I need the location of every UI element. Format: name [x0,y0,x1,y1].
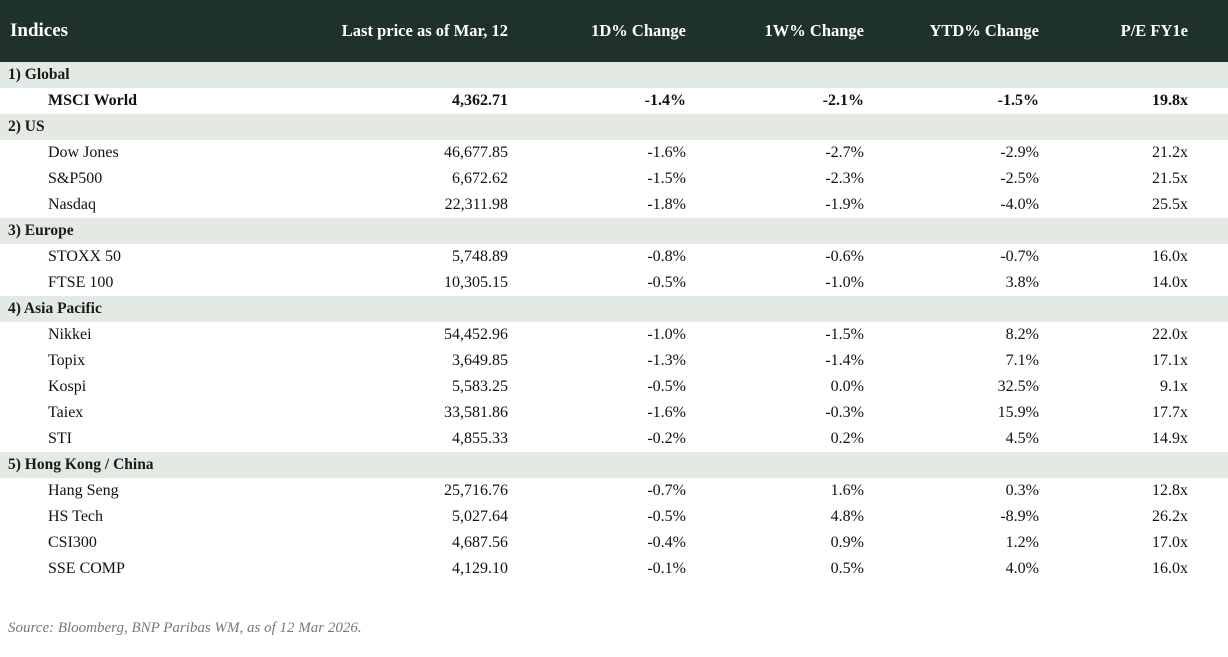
change-ytd-cell: 1.2% [886,530,1061,556]
change-1w-cell: -2.3% [708,166,886,192]
change-ytd-cell: 3.8% [886,270,1061,296]
table-row [0,556,1228,582]
index-name-cell: CSI300 [0,530,300,556]
group-row-filler [530,218,708,244]
group-label: 5) Hong Kong / China [0,452,300,478]
last-price-cell: 6,672.62 [300,166,530,192]
group-row-filler [300,114,530,140]
change-ytd-cell: 32.5% [886,374,1061,400]
index-name-cell: Taiex [0,400,300,426]
change-ytd-cell: 4.5% [886,426,1061,452]
group-row-filler [886,296,1061,322]
header-row [0,0,1228,62]
group-header-row [0,114,1228,140]
group-header-row [0,218,1228,244]
change-1d-cell: -1.8% [530,192,708,218]
group-row-filler [708,452,886,478]
pe-fy1e-cell: 16.0x [1061,244,1228,270]
group-row-filler [530,114,708,140]
change-ytd-cell: -1.5% [886,88,1061,114]
pe-fy1e-cell: 26.2x [1061,504,1228,530]
table-row [0,322,1228,348]
table-row [0,504,1228,530]
group-row-filler [1061,452,1228,478]
table-row [0,140,1228,166]
pe-fy1e-cell: 17.0x [1061,530,1228,556]
change-ytd-cell: -0.7% [886,244,1061,270]
change-1w-cell: 1.6% [708,478,886,504]
table-row [0,192,1228,218]
index-name-cell: HS Tech [0,504,300,530]
change-1d-cell: -0.1% [530,556,708,582]
table-row [0,530,1228,556]
group-row-filler [708,218,886,244]
change-1d-cell: -1.3% [530,348,708,374]
pe-fy1e-cell: 14.0x [1061,270,1228,296]
group-row-filler [1061,114,1228,140]
change-ytd-cell: -4.0% [886,192,1061,218]
group-label: 1) Global [0,62,300,88]
group-row-filler [530,62,708,88]
change-1d-cell: -0.5% [530,374,708,400]
change-ytd-cell: 15.9% [886,400,1061,426]
last-price-cell: 5,583.25 [300,374,530,400]
change-1d-cell: -0.2% [530,426,708,452]
change-1w-cell: -2.1% [708,88,886,114]
group-row-filler [300,452,530,478]
change-ytd-cell: 4.0% [886,556,1061,582]
pe-fy1e-cell: 14.9x [1061,426,1228,452]
table-row [0,348,1228,374]
index-name-cell: Kospi [0,374,300,400]
change-1w-cell: -0.6% [708,244,886,270]
column-header-indices: Indices [0,0,300,62]
column-header-1d-change: 1D% Change [530,0,708,62]
column-header-pe-fy1e: P/E FY1e [1061,0,1228,62]
last-price-cell: 33,581.86 [300,400,530,426]
last-price-cell: 22,311.98 [300,192,530,218]
last-price-cell: 4,687.56 [300,530,530,556]
table-row [0,426,1228,452]
change-ytd-cell: 0.3% [886,478,1061,504]
change-ytd-cell: 8.2% [886,322,1061,348]
change-1w-cell: 0.9% [708,530,886,556]
change-1d-cell: -0.4% [530,530,708,556]
group-row-filler [1061,62,1228,88]
pe-fy1e-cell: 21.2x [1061,140,1228,166]
table-row [0,374,1228,400]
change-1w-cell: 0.2% [708,426,886,452]
column-header-ytd-change: YTD% Change [886,0,1061,62]
table-row [0,88,1228,114]
change-1w-cell: 0.0% [708,374,886,400]
table-row [0,478,1228,504]
table-body [0,62,1228,582]
group-row-filler [886,114,1061,140]
source-note: Source: Bloomberg, BNP Paribas WM, as of 12 Mar 2026. [8,620,362,636]
change-1d-cell: -0.8% [530,244,708,270]
group-row-filler [1061,218,1228,244]
last-price-cell: 5,027.64 [300,504,530,530]
column-header-1w-change: 1W% Change [708,0,886,62]
group-header-row [0,296,1228,322]
change-1d-cell: -1.6% [530,400,708,426]
index-name-cell: Hang Seng [0,478,300,504]
index-name-cell: STI [0,426,300,452]
change-1w-cell: -0.3% [708,400,886,426]
group-row-filler [708,296,886,322]
change-1d-cell: -0.5% [530,504,708,530]
table-header [0,0,1228,62]
change-1w-cell: -1.4% [708,348,886,374]
change-1w-cell: -2.7% [708,140,886,166]
change-1d-cell: -0.7% [530,478,708,504]
table-row [0,270,1228,296]
group-row-filler [530,296,708,322]
last-price-cell: 4,129.10 [300,556,530,582]
change-1w-cell: -1.9% [708,192,886,218]
pe-fy1e-cell: 9.1x [1061,374,1228,400]
group-row-filler [886,218,1061,244]
group-row-filler [300,218,530,244]
change-1w-cell: -1.0% [708,270,886,296]
table-row [0,244,1228,270]
last-price-cell: 54,452.96 [300,322,530,348]
last-price-cell: 4,362.71 [300,88,530,114]
last-price-cell: 5,748.89 [300,244,530,270]
group-row-filler [300,62,530,88]
group-header-row [0,62,1228,88]
group-row-filler [530,452,708,478]
group-row-filler [300,296,530,322]
change-1d-cell: -1.4% [530,88,708,114]
index-name-cell: STOXX 50 [0,244,300,270]
group-row-filler [886,62,1061,88]
group-header-row [0,452,1228,478]
last-price-cell: 25,716.76 [300,478,530,504]
last-price-cell: 10,305.15 [300,270,530,296]
table-row [0,166,1228,192]
change-1w-cell: -1.5% [708,322,886,348]
group-row-filler [1061,296,1228,322]
last-price-cell: 3,649.85 [300,348,530,374]
group-label: 3) Europe [0,218,300,244]
pe-fy1e-cell: 22.0x [1061,322,1228,348]
group-row-filler [886,452,1061,478]
index-name-cell: Topix [0,348,300,374]
index-name-cell: Nikkei [0,322,300,348]
group-row-filler [708,62,886,88]
change-1w-cell: 0.5% [708,556,886,582]
index-name-cell: Dow Jones [0,140,300,166]
pe-fy1e-cell: 12.8x [1061,478,1228,504]
pe-fy1e-cell: 17.7x [1061,400,1228,426]
last-price-cell: 4,855.33 [300,426,530,452]
pe-fy1e-cell: 19.8x [1061,88,1228,114]
change-ytd-cell: -2.5% [886,166,1061,192]
index-name-cell: S&P500 [0,166,300,192]
change-1d-cell: -0.5% [530,270,708,296]
table-row [0,400,1228,426]
index-name-cell: FTSE 100 [0,270,300,296]
pe-fy1e-cell: 25.5x [1061,192,1228,218]
change-1d-cell: -1.5% [530,166,708,192]
group-row-filler [708,114,886,140]
pe-fy1e-cell: 21.5x [1061,166,1228,192]
index-name-cell: Nasdaq [0,192,300,218]
group-label: 4) Asia Pacific [0,296,300,322]
column-header-last-price: Last price as of Mar, 12 [300,0,530,62]
pe-fy1e-cell: 16.0x [1061,556,1228,582]
group-label: 2) US [0,114,300,140]
change-1d-cell: -1.6% [530,140,708,166]
index-name-cell: SSE COMP [0,556,300,582]
change-1w-cell: 4.8% [708,504,886,530]
pe-fy1e-cell: 17.1x [1061,348,1228,374]
change-ytd-cell: 7.1% [886,348,1061,374]
change-ytd-cell: -8.9% [886,504,1061,530]
index-name-cell: MSCI World [0,88,300,114]
change-1d-cell: -1.0% [530,322,708,348]
last-price-cell: 46,677.85 [300,140,530,166]
change-ytd-cell: -2.9% [886,140,1061,166]
